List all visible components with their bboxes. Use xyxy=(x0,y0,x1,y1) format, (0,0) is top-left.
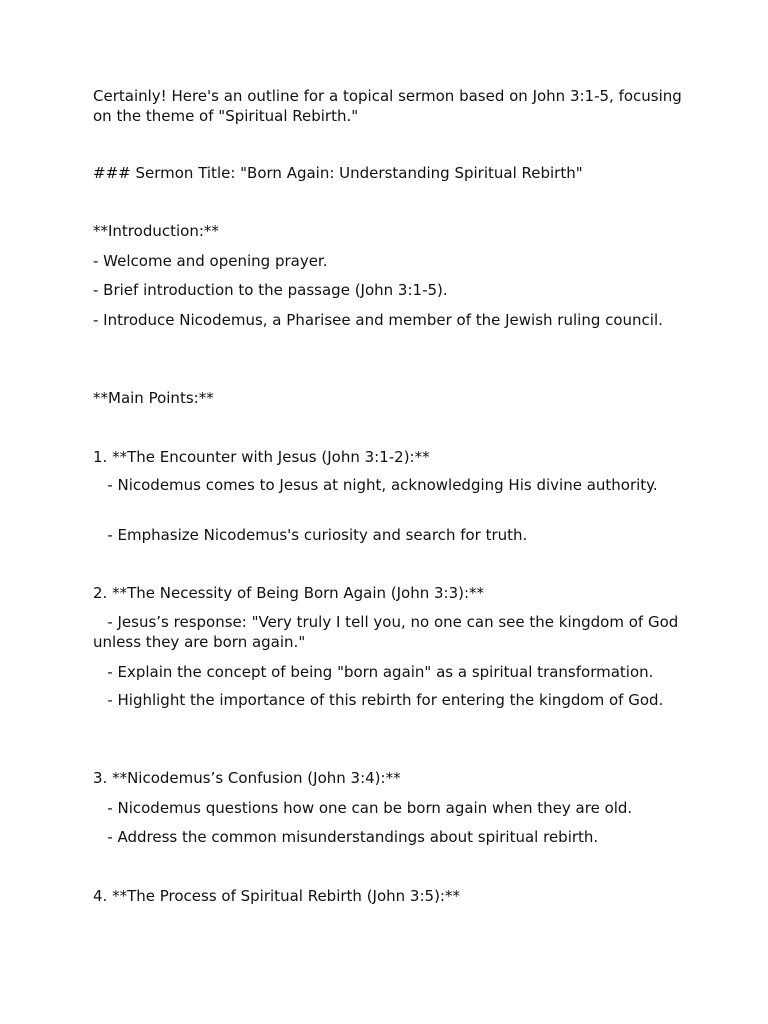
intro-paragraph: Certainly! Here's an outline for a topical sermon based on John 3:1-5, focusing on the theme of "Spiritual Rebirth." xyxy=(93,87,687,125)
point-heading: 2. **The Necessity of Being Born Again (John 3:3):** xyxy=(93,584,485,602)
point-item: - Nicodemus questions how one can be born again when they are old. xyxy=(93,799,633,817)
point-item: - Emphasize Nicodemus's curiosity and search for truth. xyxy=(93,526,528,544)
point-item: - Highlight the importance of this rebirth for entering the kingdom of God. xyxy=(93,691,664,709)
introduction-item: - Introduce Nicodemus, a Pharisee and member of the Jewish ruling council. xyxy=(93,311,663,329)
point-heading: 1. **The Encounter with Jesus (John 3:1-2):** xyxy=(93,448,430,466)
introduction-heading: **Introduction:** xyxy=(93,222,219,240)
point-item: - Address the common misunderstandings about spiritual rebirth. xyxy=(93,828,599,846)
introduction-item: - Brief introduction to the passage (John 3:1-5). xyxy=(93,281,448,299)
point-item: - Explain the concept of being "born again" as a spiritual transformation. xyxy=(93,663,654,681)
sermon-title: ### Sermon Title: "Born Again: Understanding Spiritual Rebirth" xyxy=(93,164,583,182)
point-heading: 4. **The Process of Spiritual Rebirth (John 3:5):** xyxy=(93,887,460,905)
main-points-heading: **Main Points:** xyxy=(93,389,214,407)
point-item: - Nicodemus comes to Jesus at night, acknowledging His divine authority. xyxy=(93,476,658,494)
introduction-item: - Welcome and opening prayer. xyxy=(93,252,328,270)
point-heading: 3. **Nicodemus’s Confusion (John 3:4):** xyxy=(93,769,401,787)
point-item: - Jesus’s response: "Very truly I tell you, no one can see the kingdom of God unless they are born again." xyxy=(93,613,684,651)
